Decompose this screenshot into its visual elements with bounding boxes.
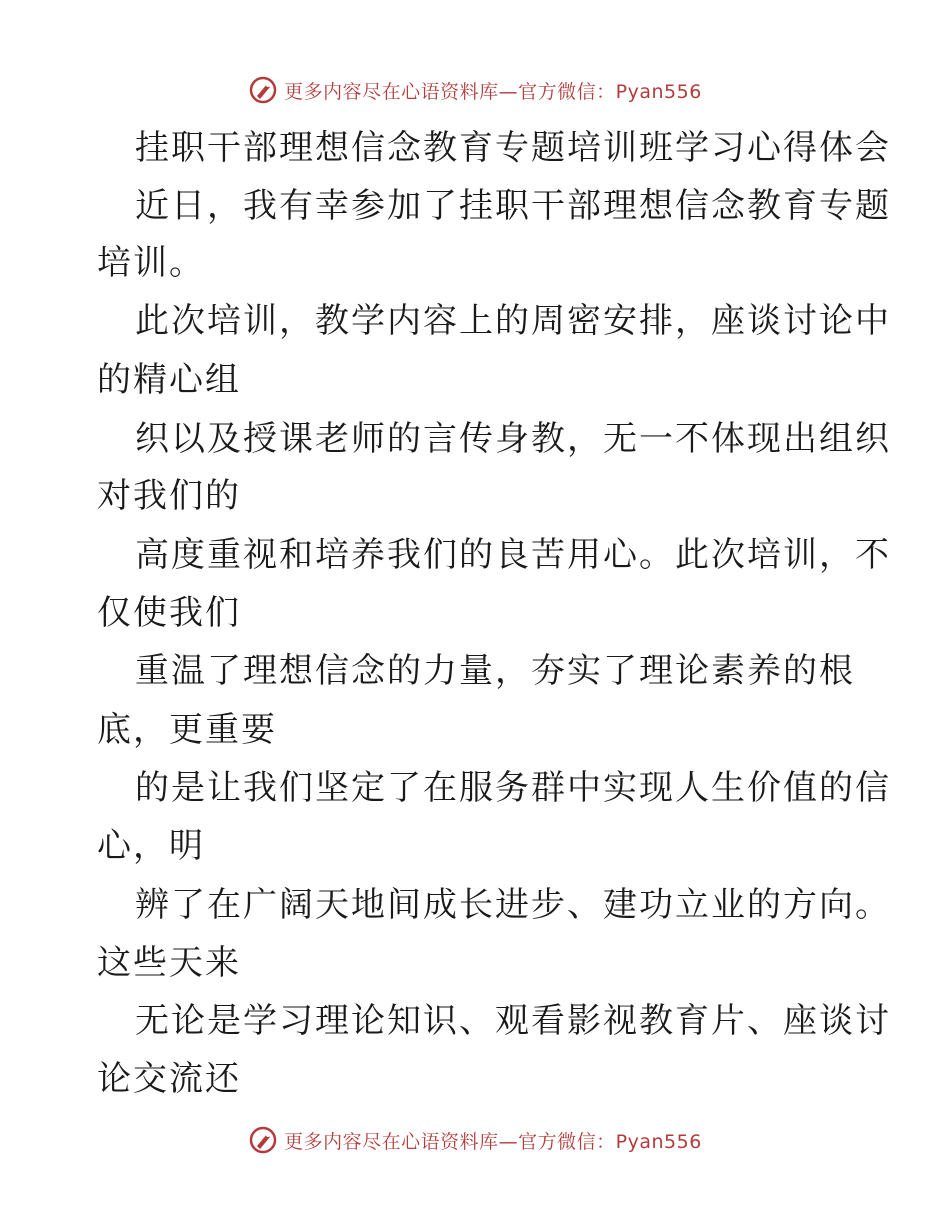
- watermark-text: 更多内容尽在心语资料库—官方微信：Pyan556: [284, 1130, 702, 1153]
- paragraph-line: 织以及授课老师的言传身教，无一不体现出组织: [135, 419, 891, 459]
- pen-nib-circle-icon: [248, 75, 278, 105]
- watermark-text: 更多内容尽在心语资料库—官方微信：Pyan556: [284, 80, 702, 103]
- document-title: 挂职干部理想信念教育专题培训班学习心得体会: [135, 128, 891, 168]
- paragraph-line: 的是让我们坚定了在服务群中实现人生价值的信: [135, 768, 891, 808]
- paragraph-line: 培训。: [97, 243, 205, 283]
- paragraph-line: 近日，我有幸参加了挂职干部理想信念教育专题: [135, 186, 891, 226]
- paragraph-line: 无论是学习理论知识、观看影视教育片、座谈讨: [135, 1001, 891, 1041]
- paragraph-line: 高度重视和培养我们的良苦用心。此次培训，不: [135, 535, 891, 575]
- paragraph-line: 论交流还: [97, 1059, 241, 1099]
- paragraph-line: 此次培训，教学内容上的周密安排，座谈讨论中: [135, 301, 891, 341]
- paragraph-line: 仅使我们: [97, 593, 241, 633]
- pen-nib-circle-icon: [248, 1125, 278, 1155]
- paragraph-line: 心，明: [97, 826, 205, 866]
- paragraph-line: 底，更重要: [97, 710, 277, 750]
- footer-watermark-banner: [0, 1120, 950, 1160]
- paragraph-line: 这些天来: [97, 943, 241, 983]
- paragraph-line: 辨了在广阔天地间成长进步、建功立业的方向。: [135, 885, 891, 925]
- paragraph-line: 对我们的: [97, 476, 241, 516]
- paragraph-line: 的精心组: [97, 360, 241, 400]
- paragraph-line: 重温了理想信念的力量，夯实了理论素养的根: [135, 651, 855, 691]
- header-watermark-banner: [0, 70, 950, 110]
